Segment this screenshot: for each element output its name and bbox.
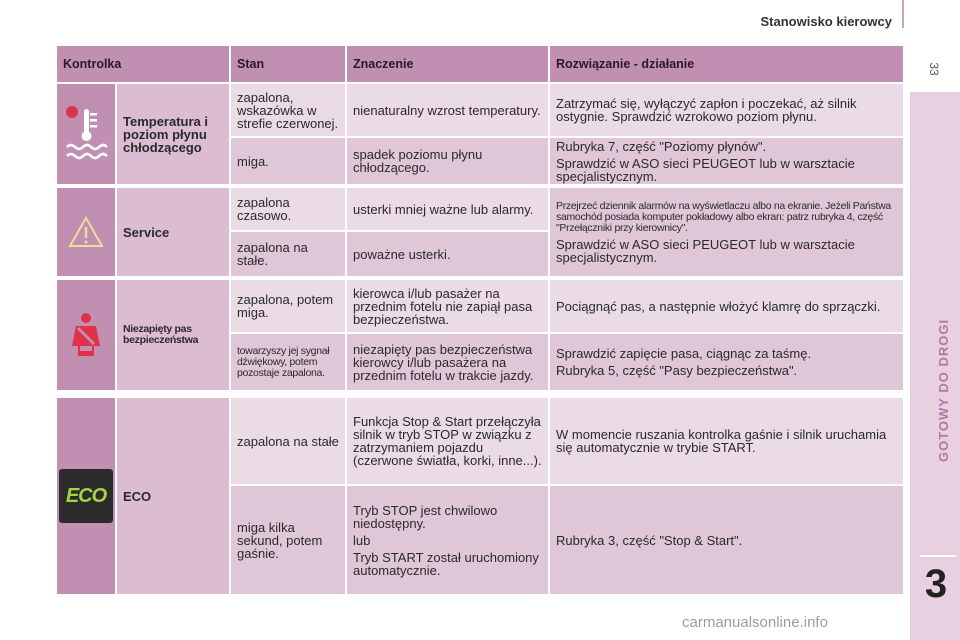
indicator-name-eco: ECO bbox=[117, 398, 229, 594]
state-coolant-2: miga. bbox=[231, 138, 345, 184]
indicator-name-service: Service bbox=[117, 188, 229, 276]
warning-lights-table bbox=[57, 46, 903, 594]
action-text: Rubryka 3, część "Stop & Start". bbox=[556, 532, 743, 548]
state-seatbelt-2: towarzyszy jej sygnał dźwiękowy, potem pozostaje zapalona. bbox=[231, 334, 345, 390]
meaning-service-1: usterki mniej ważne lub alarmy. bbox=[347, 188, 548, 230]
action-text: Zatrzymać się, wyłączyć zapłon i poczekać, aż silnik ostygnie. Sprawdzić wzrokowo poziom płynu. bbox=[556, 96, 857, 124]
seatbelt-icon bbox=[66, 312, 106, 358]
action-text: Sprawdzić w ASO sieci PEUGEOT lub w warsztacie specjalistycznym. bbox=[556, 155, 855, 184]
action-text: W momencie ruszania kontrolka gaśnie i silnik uruchamia się automatycznie w trybie START. bbox=[556, 427, 887, 455]
action-eco-2 bbox=[550, 486, 903, 594]
column-header-stan: Stan bbox=[231, 46, 345, 82]
indicator-name-seatbelt: Niezapięty pas bezpieczeństwa bbox=[117, 280, 229, 390]
meaning-eco-1 bbox=[347, 398, 548, 484]
coolant-temperature-icon bbox=[63, 103, 109, 165]
action-service bbox=[550, 188, 903, 276]
meaning-seatbelt-2: niezapięty pas bezpieczeństwa kierowcy i/lub pasażera na przednim fotelu w trakcie jazdy. bbox=[347, 334, 548, 390]
seatbelt-icon-cell bbox=[57, 280, 115, 390]
meaning-seatbelt-1: kierowca i/lub pasażer na przednim fotelu nie zapiął pasa bezpieczeństwa. bbox=[347, 280, 548, 332]
page-number: 33 bbox=[927, 62, 941, 76]
header-divider bbox=[902, 0, 904, 28]
action-text: Pociągnąć pas, a następnie włożyć klamrę do sprzączki. bbox=[556, 298, 881, 314]
action-text: Sprawdzić w ASO sieci PEUGEOT lub w warsztacie specjalistycznym. bbox=[556, 236, 855, 265]
action-coolant-2 bbox=[550, 138, 903, 184]
chapter-sidebar bbox=[910, 92, 960, 640]
meaning-service-2: poważne usterki. bbox=[347, 232, 548, 276]
meaning-coolant-1: nienaturalny wzrost temperatury. bbox=[347, 84, 548, 136]
action-coolant-1 bbox=[550, 84, 903, 136]
meaning-text: lub bbox=[353, 532, 371, 548]
state-eco-1: zapalona na stałe bbox=[231, 398, 345, 484]
chapter-number: 3 bbox=[924, 562, 948, 606]
action-note: Przejrzeć dziennik alarmów na wyświetlaczu albo na ekranie. Jeżeli Państwa samochód posiada komputer pokładowy albo ekran: patrz rubryka 4, część "Przełączniki przy kierownicy". bbox=[556, 199, 891, 234]
page-header-title: Stanowisko kierowcy bbox=[760, 14, 892, 29]
state-coolant-1: zapalona, wskazówka w strefie czerwonej. bbox=[231, 84, 345, 136]
meaning-coolant-2: spadek poziomu płynu chłodzącego. bbox=[347, 138, 548, 184]
watermark: carmanualsonline.info bbox=[682, 614, 828, 631]
state-service-1: zapalona czasowo. bbox=[231, 188, 345, 230]
action-seatbelt-1 bbox=[550, 280, 903, 332]
meaning-text: Tryb START został uruchomiony automatycznie. bbox=[353, 549, 539, 578]
meaning-text: Funkcja Stop & Start przełączyła silnik w tryb STOP w związku z zatrzymaniem pojazdu (czerwone światła, korki, inne...). bbox=[353, 414, 542, 468]
action-text: Rubryka 5, część "Pasy bezpieczeństwa". bbox=[556, 363, 798, 378]
eco-icon-cell bbox=[57, 398, 115, 594]
action-eco-1 bbox=[550, 398, 903, 484]
warning-triangle-icon bbox=[68, 216, 104, 248]
service-icon-cell bbox=[57, 188, 115, 276]
chapter-title: GOTOWY DO DROGI bbox=[936, 318, 951, 462]
column-header-znaczenie: Znaczenie bbox=[347, 46, 548, 82]
state-seatbelt-1: zapalona, potem miga. bbox=[231, 280, 345, 332]
column-header-rozwiazanie: Rozwiązanie - działanie bbox=[550, 46, 903, 82]
action-text: Rubryka 7, część "Poziomy płynów". bbox=[556, 138, 767, 154]
column-header-kontrolka: Kontrolka bbox=[57, 46, 229, 82]
eco-icon bbox=[59, 469, 113, 523]
state-service-2: zapalona na stałe. bbox=[231, 232, 345, 276]
chapter-divider bbox=[920, 555, 956, 557]
state-eco-2: miga kilka sekund, potem gaśnie. bbox=[231, 486, 345, 594]
coolant-icon-cell bbox=[57, 84, 115, 184]
meaning-text: Tryb STOP jest chwilowo niedostępny. bbox=[353, 502, 498, 531]
action-seatbelt-2 bbox=[550, 334, 903, 390]
eco-icon-label: ECO bbox=[65, 484, 107, 507]
action-text: Sprawdzić zapięcie pasa, ciągnąc za taśmę. bbox=[556, 346, 812, 361]
indicator-name-coolant: Temperatura i poziom płynu chłodzącego bbox=[117, 84, 229, 184]
meaning-eco-2 bbox=[347, 486, 548, 594]
